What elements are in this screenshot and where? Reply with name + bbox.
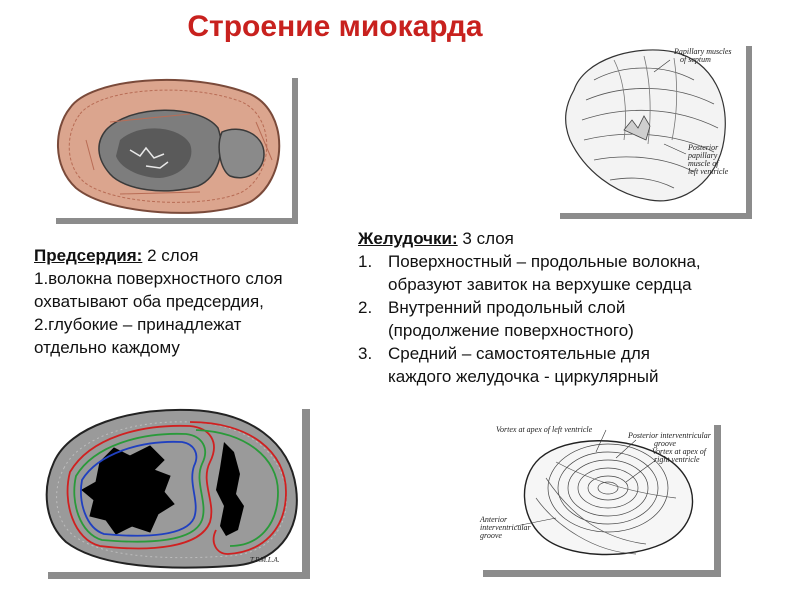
- atria-line: 2.глубокие – принадлежат: [34, 315, 242, 334]
- label-posterior-papillary: Posterior: [688, 143, 719, 152]
- list-text: [388, 296, 634, 342]
- list-line: Внутренний продольный слой: [388, 298, 626, 317]
- atria-layer-count: 2 слоя: [147, 246, 199, 265]
- atria-line: 1.волокна поверхностного слоя: [34, 269, 283, 288]
- label-anterior-groove: Anterior: [480, 515, 508, 524]
- atria-heading-line: [34, 244, 334, 267]
- ventricle-section-figure: [40, 402, 302, 572]
- list-number: 3.: [358, 344, 373, 363]
- figure-shadow: [745, 46, 752, 219]
- slide-title: Строение миокарда: [187, 10, 483, 43]
- ventricles-heading: Желудочки:: [358, 229, 458, 248]
- figure-shadow: [302, 409, 310, 579]
- figure-shadow: [560, 212, 752, 219]
- figure-shadow: [291, 78, 298, 224]
- list-number: 1.: [358, 252, 373, 271]
- vortex-figure: [476, 418, 714, 570]
- list-item: [358, 296, 768, 342]
- atria-section-figure: [50, 70, 292, 218]
- ventricles-heading-line: [358, 227, 768, 250]
- figure-shadow: [56, 217, 298, 224]
- atria-heading: Предсердия:: [34, 246, 143, 265]
- ventricles-description: [358, 227, 768, 388]
- label-posterior-papillary-2: papillary: [688, 151, 718, 160]
- list-text: [388, 342, 659, 388]
- label-vortex-left-apex: Vortex at apex of left ventricle: [496, 425, 593, 434]
- label-posterior-groove-2: groove: [654, 439, 676, 448]
- label-vortex-right-apex-2: right ventricle: [654, 455, 700, 464]
- list-line: (продолжение поверхностного): [388, 321, 634, 340]
- papillary-muscles-figure: [554, 40, 746, 213]
- list-line: каждого желудочка - циркулярный: [388, 367, 659, 386]
- label-papillary-septum-2: of septum: [680, 55, 711, 64]
- list-item: [358, 250, 768, 296]
- ventricles-layer-count: 3 слоя: [462, 229, 514, 248]
- atria-line: отдельно каждому: [34, 338, 180, 357]
- label-anterior-groove-3: groove: [480, 531, 502, 540]
- label-posterior-papillary-3: muscle of: [688, 159, 719, 168]
- list-line: образуют завиток на верхушке сердца: [388, 275, 692, 294]
- ventricles-layer-list: [358, 250, 768, 388]
- label-papillary-septum: Papillary muscles: [674, 47, 732, 56]
- label-posterior-papillary-4: left ventricle: [688, 167, 729, 176]
- list-line: Поверхностный – продольные волокна,: [388, 252, 701, 271]
- atria-description: [34, 244, 334, 359]
- label-vortex-right-apex: Vortex at apex of: [652, 447, 706, 456]
- figure-shadow: [483, 570, 721, 577]
- label-posterior-groove: Posterior interventricular: [628, 431, 711, 440]
- label-anterior-groove-2: interventricular: [480, 523, 531, 532]
- list-text: [388, 250, 701, 296]
- atria-line: охватывают оба предсердия,: [34, 292, 264, 311]
- list-item: [358, 342, 768, 388]
- list-number: 2.: [358, 298, 373, 317]
- figure-shadow: [713, 425, 721, 577]
- list-line: Средний – самостоятельные для: [388, 344, 650, 363]
- figure-shadow: [48, 571, 310, 579]
- illustrator-signature: T.P.M.L.A.: [250, 556, 280, 564]
